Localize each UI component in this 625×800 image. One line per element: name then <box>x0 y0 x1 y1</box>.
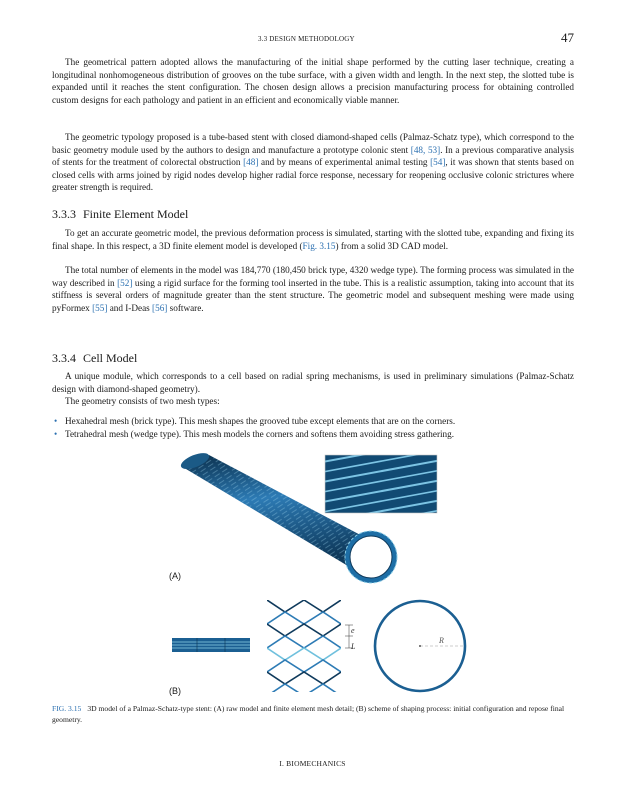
citation-link[interactable]: [56] <box>152 302 168 313</box>
figure-caption: FIG. 3.15 3D model of a Palmaz-Schatz-type stent: (A) raw model and finite element mesh detail; (B) scheme of shaping process: initial configuration and repose final geometry. <box>52 704 565 724</box>
figure-3-15-panel-a <box>167 453 457 588</box>
cell-dimension-markers <box>345 625 356 651</box>
diamond-cell-lattice <box>267 600 341 696</box>
running-header-section: 3.3 DESIGN METHODOLOGY <box>258 35 355 43</box>
section-heading-cell-model: 3.3.4 Cell Model <box>52 351 138 365</box>
bullet-icon: • <box>54 416 58 426</box>
running-header <box>52 30 574 48</box>
citation-link[interactable]: [55] <box>92 302 108 313</box>
intro-paragraph-2: The geometric typology proposed is a tube-based stent with closed diamond-shaped cells (Palmaz-Schatz type), which correspond to the basic geometry module used by the authors to design and manufacture a prototype colonic stent [48, 53]. In a previous comparative analysis of stents for the treatment of colorectal obstruction [48] and by means of experimental animal testing [54], it was shown that stents based on closed cells with arms joined by rigid nodes develop higher radial force response, necessary for reopening occlusive colonic strictures where greater strength is required. <box>52 132 574 192</box>
cell-model-paragraph-1: A unique module, which corresponds to a cell based on radial spring mechanisms, is used in preliminary simulations (Palmaz-Schatz design with diamond-shaped geometry). <box>52 371 574 394</box>
page-number: 47 <box>561 30 574 45</box>
figure-number: FIG. 3.15 <box>52 704 82 713</box>
citation-link[interactable]: [48] <box>243 157 259 167</box>
citation-link[interactable]: [48, 53] <box>410 144 441 155</box>
citation-link[interactable]: [52] <box>117 277 133 288</box>
citation-link[interactable]: [54] <box>430 157 446 167</box>
cell-model-paragraph-2: The geometry consists of two mesh types: <box>65 396 220 406</box>
intro-paragraph-1: The geometrical pattern adopted allows the manufacturing of the initial shape performed by the cutting laser technique, creating a longitudinal nonhomogeneous distribution of grooves on the tube surface, with a given width and length. In the next step, the slotted tube is expanded until it reaches the stent configuration. The chosen design allows a precision manufacturing process for obtaining controlled custom designs for each pathology and patient in an efficient and economically viable manner. <box>52 57 574 105</box>
symbol-l: L <box>351 642 356 651</box>
symbol-e: e <box>351 626 355 635</box>
mesh-type-list <box>52 415 574 440</box>
list-item: • Tetrahedral mesh (wedge type). This mesh models the corners and softens them avoiding stress gathering. <box>54 428 455 439</box>
fem-paragraph-2: The total number of elements in the model was 184,770 (180,450 brick type, 4320 wedge type). The forming process was simulated in the way described in [52] using a rigid surface for the forming tool inserted in the tube. This is a realistic assumption, taking into account that its stiffness is several orders of magnitude greater than the stent structure. The geometric model and subsequent meshing were made using pyFormex [55] and I-Deas [56] software. <box>52 265 575 313</box>
panel-label-b: (B) <box>169 686 181 696</box>
list-item: • Hexahedral mesh (brick type). This mesh shapes the grooved tube except elements that are on the corners. <box>54 416 456 426</box>
fem-paragraph-1: To get an accurate geometric model, the previous deformation process is simulated, starting with the slotted tube, expanding and fixing its final shape. In this respect, a 3D finite element model is developed (Fig. 3.15) from a solid 3D CAD model. <box>52 228 574 251</box>
expanded-stent-cross-section <box>375 601 465 691</box>
figure-link[interactable]: Fig. 3.15 <box>302 240 336 251</box>
panel-label-a: (A) <box>169 571 181 581</box>
section-heading-finite-element-model: 3.3.3 Finite Element Model <box>52 207 189 221</box>
page-footer: I. BIOMECHANICS <box>279 759 346 768</box>
slotted-tube-initial <box>172 638 250 652</box>
figure-3-15-panel-b <box>167 598 497 698</box>
bullet-icon: • <box>54 428 58 439</box>
symbol-r: R <box>439 636 444 645</box>
